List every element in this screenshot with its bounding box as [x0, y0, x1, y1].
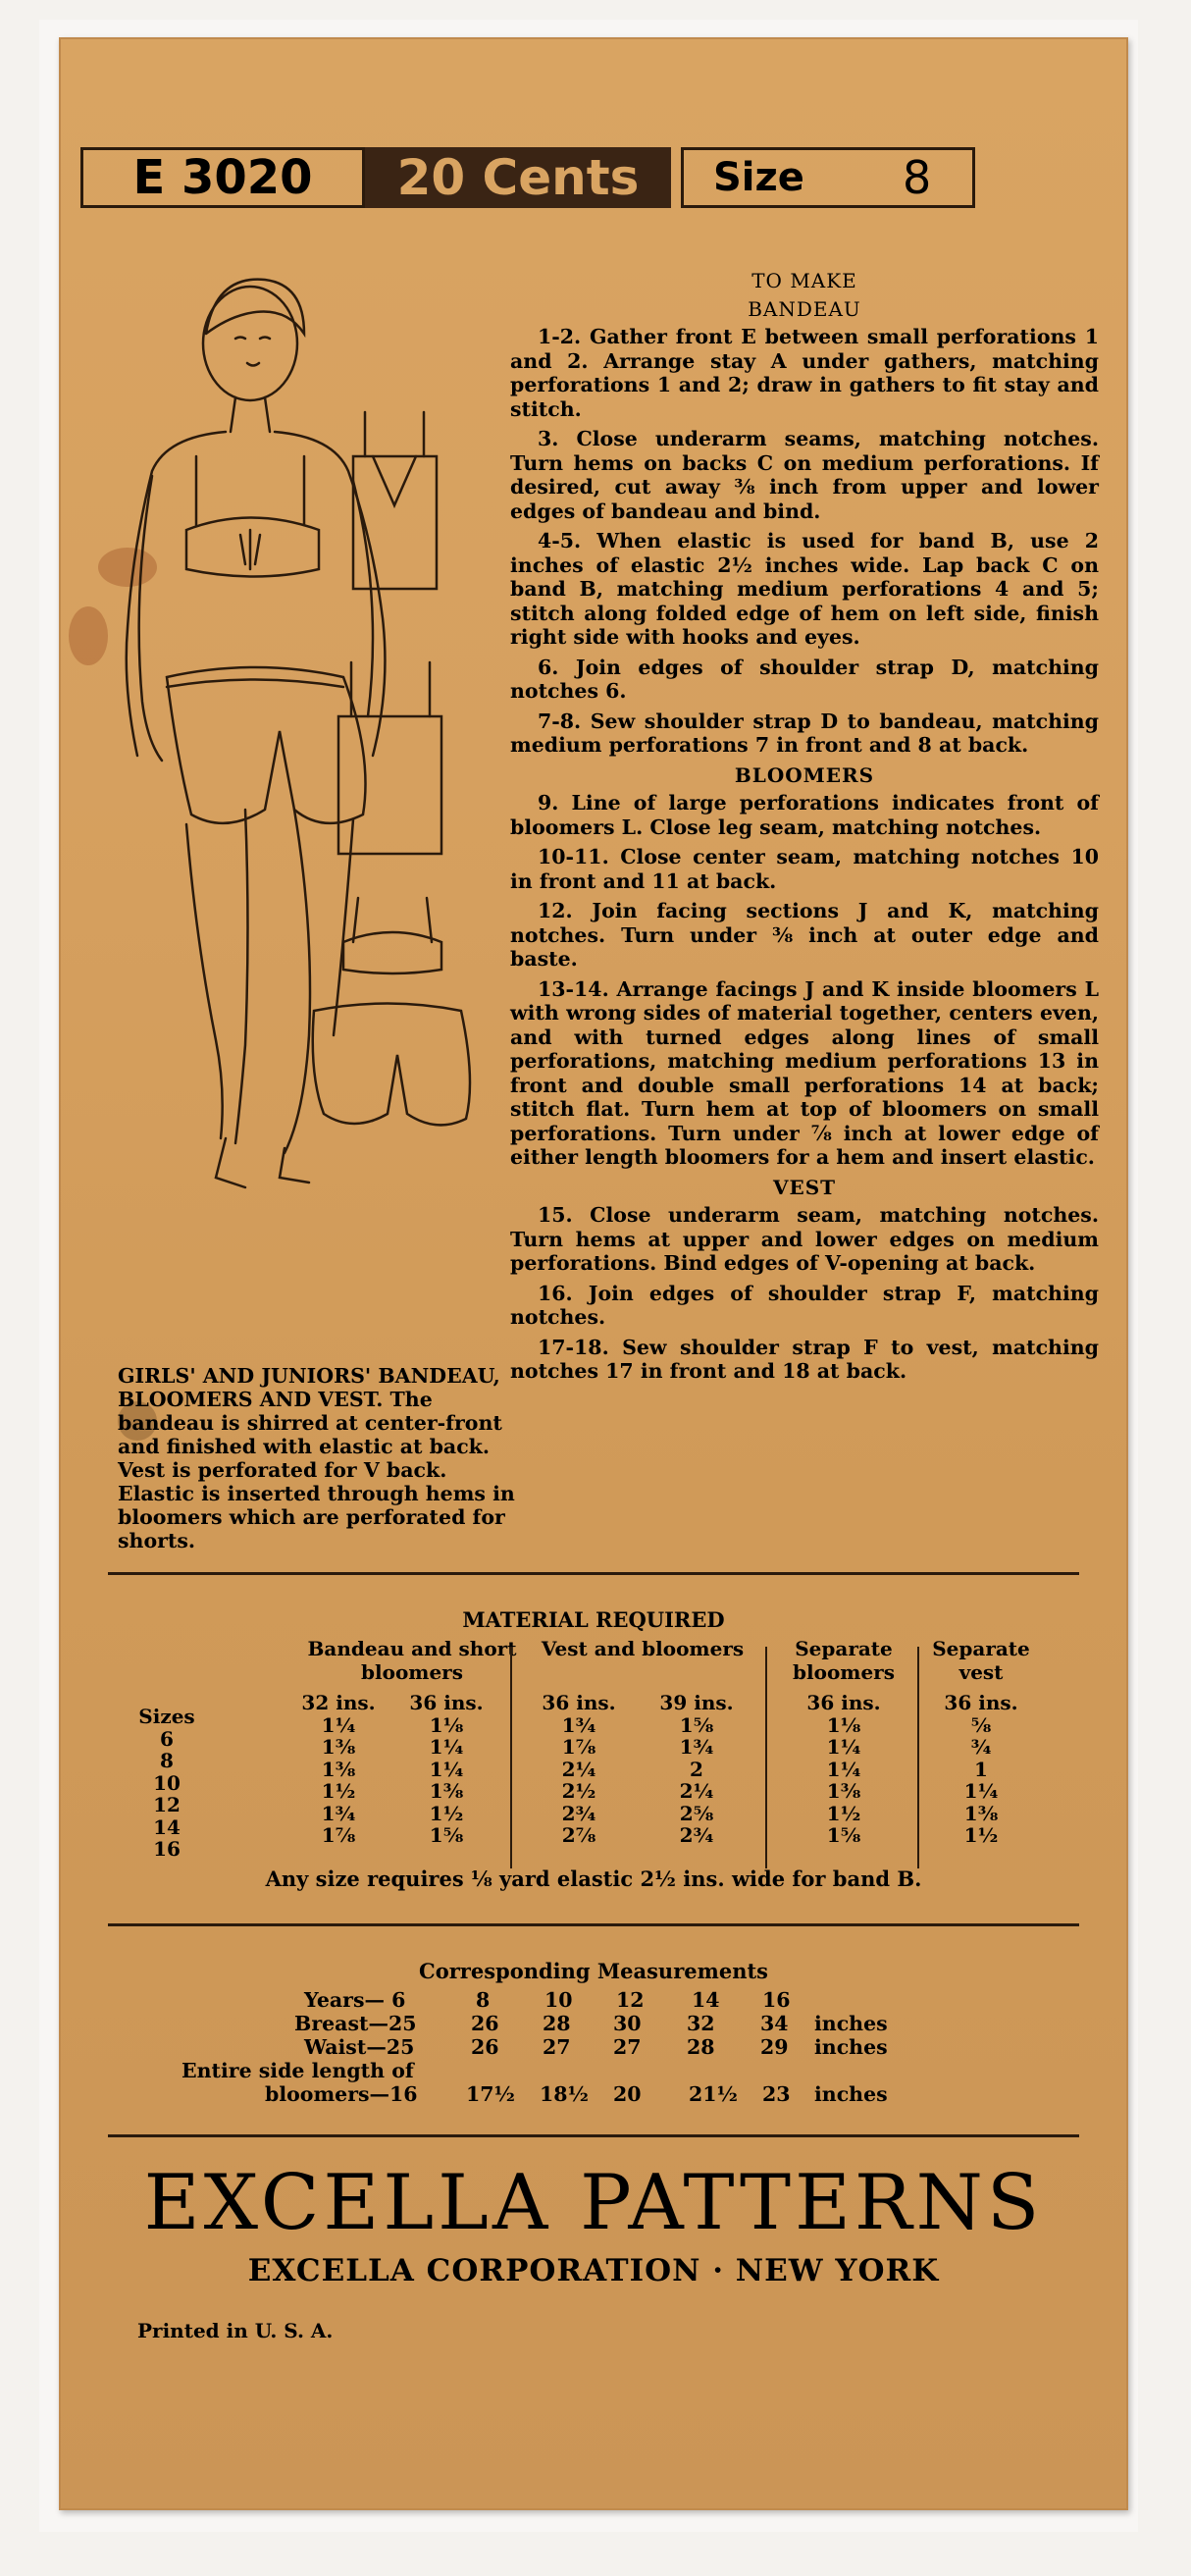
value-cell: 2⅞	[561, 1823, 596, 1847]
value-cell: 28	[687, 2035, 715, 2059]
instruction-step: 10-11. Close center seam, matching notches 10 in front and 11 at back.	[510, 845, 1099, 893]
value-cell: 1¼	[429, 1735, 464, 1759]
group-title: Separate bloomers	[793, 1637, 895, 1684]
group-title: Bandeau and short bloomers	[307, 1637, 517, 1684]
column-head: 36 ins.	[542, 1691, 616, 1714]
material-title: MATERIAL REQUIRED	[462, 1607, 725, 1632]
value-cell: 2⅝	[679, 1801, 714, 1825]
value-cell: 1⅝	[429, 1823, 464, 1847]
value-cell: 1⅞	[321, 1823, 356, 1847]
instruction-step: 3. Close underarm seams, matching notches. Turn hems on backs C on medium perforations. If desired, cut away ⅜ inch from upper and lower edges of bandeau and bind.	[510, 427, 1099, 523]
value-cell: 1⅛	[826, 1712, 861, 1737]
instruction-step: 15. Close underarm seam, matching notches. Turn hems at upper and lower edges on medium perforations. Bind edges of V-opening at back.	[510, 1203, 1099, 1275]
measurement-row	[147, 2059, 893, 2082]
value-cell: 1⅜	[321, 1735, 356, 1759]
header-bar	[80, 145, 975, 210]
value-cell: 1¾	[561, 1712, 596, 1737]
instruction-step: 17-18. Sew shoulder strap F to vest, matching notches 17 in front and 18 at back.	[510, 1335, 1099, 1383]
value-cell: 1⅜	[963, 1801, 999, 1825]
value-cell: 1½	[321, 1779, 356, 1803]
value-cell: 1½	[429, 1801, 464, 1825]
value-cell: 28	[543, 2012, 571, 2035]
instruction-step: 16. Join edges of shoulder strap F, matching notches.	[510, 1281, 1099, 1329]
value-cell: 1	[974, 1757, 988, 1781]
value-cell: 2¼	[561, 1757, 596, 1781]
value-cell: 1⅜	[826, 1779, 861, 1803]
instructions	[510, 267, 1099, 1390]
instruction-step: 12. Join facing sections J and K, matching notches. Turn under ⅜ inch at outer edge and baste.	[510, 899, 1099, 971]
row-label: Breast—25	[294, 2012, 417, 2035]
value-cell: 26	[471, 2012, 499, 2035]
value-cell: 12	[616, 1988, 645, 2012]
measurement-row	[147, 2035, 893, 2059]
column-head: 36 ins.	[409, 1691, 484, 1714]
measurement-row	[147, 2082, 893, 2106]
value-cell: 29	[760, 2035, 789, 2059]
value-cell: 16	[762, 1988, 791, 2012]
vest-heading: VEST	[772, 1175, 837, 1199]
corporation-name: EXCELLA CORPORATION · NEW YORK	[247, 2253, 940, 2288]
unit-label: inches	[814, 2082, 888, 2106]
value-cell: 26	[471, 2035, 499, 2059]
caption-title: GIRLS' AND JUNIORS' BANDEAU, BLOOMERS AND VEST.	[118, 1364, 500, 1411]
sizes-label: Sizes	[138, 1705, 195, 1728]
size-box	[681, 147, 975, 208]
instruction-step: 9. Line of large perforations indicates front of bloomers L. Close leg seam, matching notches.	[510, 791, 1099, 839]
value-cell: 1½	[826, 1801, 861, 1825]
value-cell: 1⅛	[429, 1712, 464, 1737]
column-head: 39 ins.	[659, 1691, 734, 1714]
value-cell: 1¾	[679, 1735, 714, 1759]
material-column	[780, 1692, 907, 1847]
divider	[108, 1572, 1079, 1575]
divider	[108, 1923, 1079, 1926]
value-cell: ¾	[970, 1735, 992, 1759]
column-divider	[765, 1647, 767, 1868]
value-cell: 2	[690, 1757, 703, 1781]
size-cell: 16	[153, 1837, 181, 1861]
row-label: Entire side length of	[181, 2059, 414, 2082]
fashion-illustration	[59, 245, 481, 1335]
measurement-row	[147, 2012, 893, 2035]
row-label: Years— 6	[304, 1988, 406, 2012]
instruction-step: 7-8. Sew shoulder strap D to bandeau, matching medium perforations 7 in front and 8 at back.	[510, 709, 1099, 757]
value-cell: 27	[543, 2035, 571, 2059]
value-cell: 1¼	[321, 1712, 356, 1737]
pattern-number: E 3020	[80, 147, 365, 208]
value-cell: 1¼	[826, 1757, 861, 1781]
value-cell: 20	[613, 2082, 642, 2106]
value-cell: 1⅝	[679, 1712, 714, 1737]
instruction-step: 4-5. When elastic is used for band B, use 2 inches of elastic 2½ inches wide. Lap back C on band B, matching medium perforations 4 and 5; stitch along folded edge of hem on left side, finish right side with hooks and eyes.	[510, 529, 1099, 649]
instruction-step: 13-14. Arrange facings J and K inside bloomers L with wrong sides of material together, centers even, and with turned edges along lines of small perforations, matching medium perforations 13 in front and double small perforations 14 at back; stitch flat. Turn hem at top of bloomers on small perforations. Turn under ⅞ inch at lower edge of either length bloomers for a hem and insert elastic.	[510, 976, 1099, 1169]
value-cell: 2¼	[679, 1779, 714, 1803]
size-cell: 14	[153, 1814, 181, 1839]
column-divider	[917, 1647, 919, 1868]
value-cell: 18½	[540, 2082, 589, 2106]
value-cell: 2½	[561, 1779, 596, 1803]
value-cell: 1⅞	[561, 1735, 596, 1759]
instruction-step: 1-2. Gather front E between small perforations 1 and 2. Arrange stay A under gathers, matching perforations 1 and 2; draw in gathers to fit stay and stitch.	[510, 325, 1099, 421]
column-head: 36 ins.	[806, 1691, 881, 1714]
material-column	[397, 1692, 495, 1847]
bandeau-heading: BANDEAU	[748, 296, 861, 321]
price: 20 Cents	[365, 147, 671, 208]
value-cell: 23	[762, 2082, 791, 2106]
material-column	[289, 1692, 388, 1847]
value-cell: ⅝	[970, 1712, 992, 1737]
unit-label: inches	[814, 2035, 888, 2059]
size-cell: 10	[153, 1770, 181, 1795]
garment-caption	[118, 1364, 530, 1552]
printed-note: Printed in U. S. A.	[137, 2319, 334, 2342]
size-cell: 12	[153, 1793, 181, 1816]
divider	[108, 2134, 1079, 2137]
value-cell: 1⅝	[826, 1823, 861, 1847]
value-cell: 32	[687, 2012, 715, 2035]
value-cell: 8	[476, 1988, 491, 2012]
instruction-step: 6. Join edges of shoulder strap D, matching notches 6.	[510, 655, 1099, 703]
column-head: 32 ins.	[301, 1691, 376, 1714]
value-cell: 1¼	[963, 1779, 999, 1803]
row-label: bloomers—16	[265, 2082, 418, 2106]
value-cell: 34	[760, 2012, 789, 2035]
value-cell: 1¾	[321, 1801, 356, 1825]
value-cell: 2¾	[561, 1801, 596, 1825]
value-cell: 21½	[689, 2082, 738, 2106]
bloomers-heading: BLOOMERS	[734, 762, 875, 787]
sizes-column	[128, 1706, 206, 1861]
brand-name: EXCELLA PATTERNS	[143, 2159, 1044, 2247]
measurement-row	[147, 1988, 893, 2012]
value-cell: 1¼	[429, 1757, 464, 1781]
measurements-title: Corresponding Measurements	[418, 1959, 768, 1983]
group-title: Vest and bloomers	[541, 1637, 745, 1660]
value-cell: 30	[613, 2012, 642, 2035]
elastic-note: Any size requires ⅛ yard elastic 2½ ins. wide for band B.	[265, 1866, 922, 1891]
material-column	[643, 1692, 751, 1847]
material-column	[525, 1692, 633, 1847]
column-divider	[510, 1647, 512, 1868]
size-cell: 6	[160, 1726, 174, 1751]
value-cell: 10	[544, 1988, 573, 2012]
value-cell: 14	[692, 1988, 720, 2012]
group-title: Separate vest	[932, 1637, 1030, 1684]
value-cell: 1¼	[826, 1735, 861, 1759]
size-value: 8	[902, 151, 932, 204]
row-label: Waist—25	[304, 2035, 415, 2059]
unit-label: inches	[814, 2012, 888, 2035]
value-cell: 2¾	[679, 1823, 714, 1847]
value-cell: 1⅜	[429, 1779, 464, 1803]
material-column	[927, 1692, 1035, 1847]
value-cell: 1⅜	[321, 1757, 356, 1781]
value-cell: 27	[613, 2035, 642, 2059]
caption-body: The bandeau is shirred at center-front and finished with elastic at back. Vest is perforated for V back. Elastic is inserted through hems in bloomers which are perforated for shorts.	[118, 1388, 515, 1552]
value-cell: 17½	[466, 2082, 515, 2106]
value-cell: 1½	[963, 1823, 999, 1847]
size-label: Size	[713, 155, 804, 200]
to-make-heading: TO MAKE	[751, 269, 857, 292]
column-head: 36 ins.	[944, 1691, 1018, 1714]
size-cell: 8	[160, 1749, 174, 1772]
